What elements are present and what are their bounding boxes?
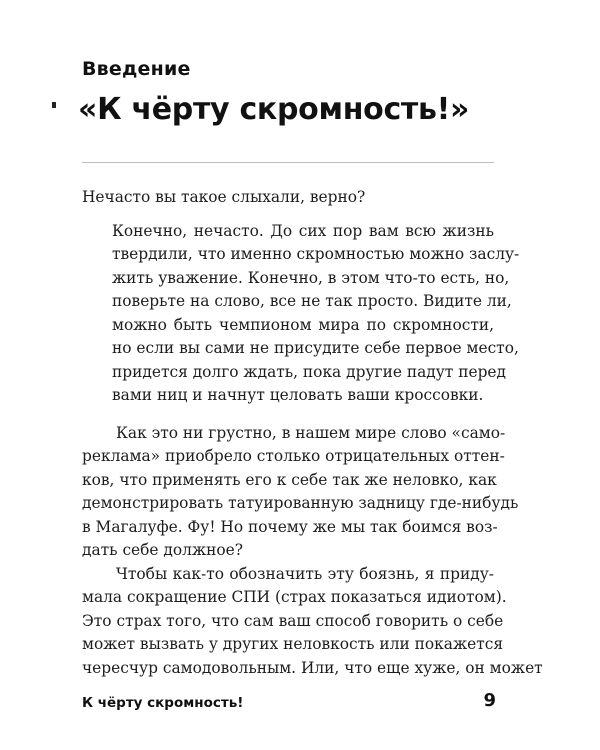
chapter-title: «К чёрту скромность!» (78, 92, 470, 127)
paragraph-line: ков, что применять его к себе так же неловко, как (82, 470, 497, 489)
paragraph-2 (82, 563, 543, 681)
passage-line: твердили, что именно скромностью можно заслу- (112, 245, 520, 263)
passage-line: придется долго ждать, пока другие падут перед (112, 362, 507, 381)
paragraph-line: дать себе должное? (82, 541, 243, 559)
passage-line: вами ниц и начнут целовать ваши кроссовки. (112, 386, 484, 404)
page-number: 9 (483, 690, 496, 711)
passage-line: жить уважение. Конечно, в этом что-то есть, но, (112, 268, 510, 287)
paragraph-line: реклама» приобрело столько отрицательных оттен- (82, 447, 505, 465)
paragraph-1 (82, 422, 519, 563)
paragraph-line: Чтобы как-то обозначить эту боязнь, я приду- (116, 564, 494, 583)
scan-edge-mark (52, 102, 56, 108)
title-divider (82, 162, 494, 163)
section-label: Введение (82, 58, 191, 80)
indented-passage (112, 220, 520, 408)
paragraph-line: демонстрировать татуированную задницу где-нибудь (82, 494, 519, 512)
body-text (82, 186, 543, 680)
passage-line: поверьте на слово, все не так просто. Видите ли, (112, 292, 512, 310)
passage-line: но если вы сами не присудите себе первое место, (112, 339, 519, 357)
passage-line: можно быть чемпионом мира по скромности, (112, 315, 494, 334)
passage-line: Конечно, нечасто. До сих пор вам всю жизнь (112, 221, 494, 240)
paragraph-line: в Магалуфе. Фу! Но почему же мы так боимся воз- (82, 517, 498, 536)
running-footer-title: К чёрту скромность! (82, 695, 244, 711)
paragraph-line: мала сокращение СПИ (страх показаться идиотом). (82, 588, 507, 606)
paragraph-line: Это страх того, что сам ваш способ говорить о себе (82, 611, 504, 630)
paragraph-line: Как это ни грустно, в нашем мире слово «само- (116, 423, 506, 442)
paragraph-line: чересчур самодовольным. Или, что еще хуже, он может (82, 658, 543, 677)
paragraph-line: может вызвать у других неловкость или покажется (82, 635, 504, 653)
lead-sentence: Нечасто вы такое слыхали, верно? (82, 188, 366, 206)
